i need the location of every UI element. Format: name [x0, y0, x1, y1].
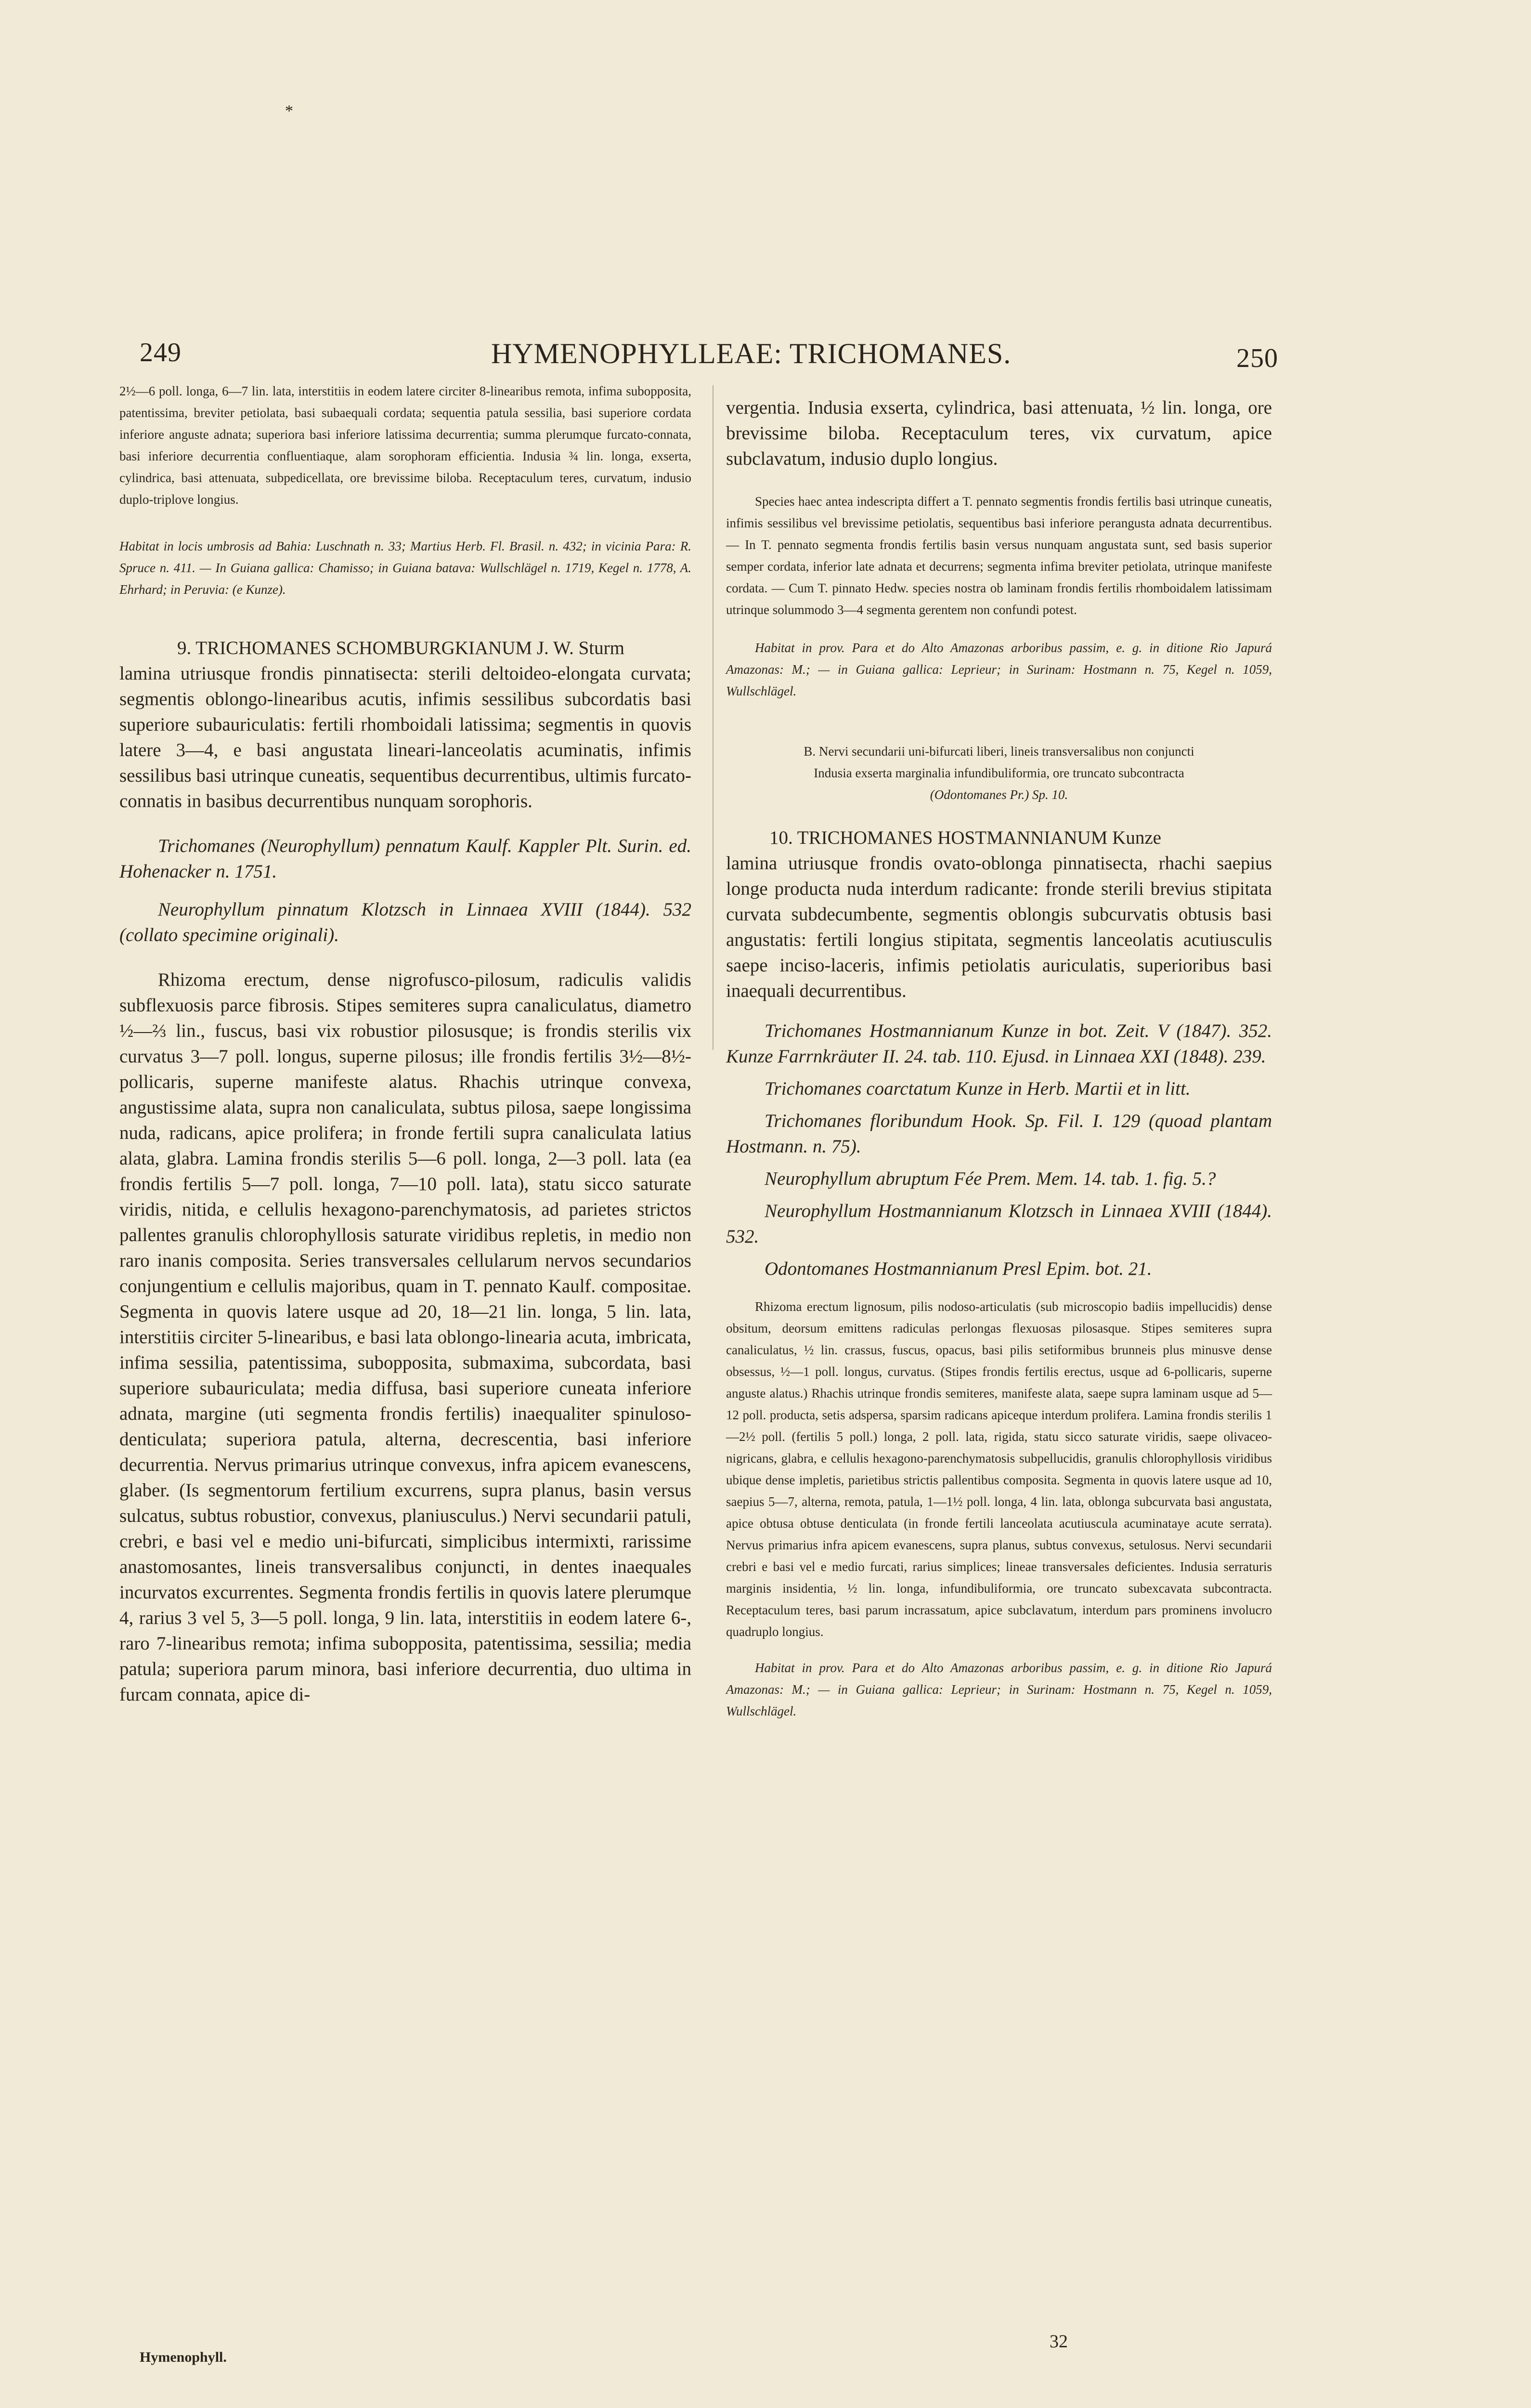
species-10-synonym-2: Trichomanes coarctatum Kunze in Herb. Martii et in litt.: [765, 1078, 1191, 1099]
species-9-title: 9. TRICHOMANES SCHOMBURGKIANUM J. W. Sturm: [177, 638, 624, 658]
section-b-heading: [726, 741, 1272, 806]
species-10-synonym-6: Odontomanes Hostmannianum Presl Epim. bot. 21.: [765, 1258, 1152, 1279]
left-column: [119, 380, 691, 1707]
signature-number: 32: [1050, 2331, 1068, 2352]
page-number-right: 250: [1236, 343, 1278, 373]
section-b-line-3: (Odontomanes Pr.) Sp. 10.: [930, 787, 1068, 802]
section-b-line-1: B. Nervi secundarii uni-bifurcati liberi, lineis transversalibus non conjuncti: [804, 744, 1194, 759]
species-9-note: Species haec antea indescripta differt a T. pennato segmentis frondis fertilis basi utrinque cuneatis, infimis sessilibus vel brevissime petiolatis, sequentibus basi inferiore perangusta adnata decurrentibus. — In T. pennato segmenta frondis fertilis basin versus nunquam angustata sunt, sed basis superior semper cordata, inferior late adnata et decurrens; segmenta infima breviter petiolata, utrinque manifeste cordata. — Cum T. pinnato Hedw. species nostra ob laminam frondis fertilis rhomboidalem latissimam utrinque solummodo 3—4 segmenta gerentem non confundi potest.: [726, 494, 1272, 617]
left-continuation: 2½—6 poll. longa, 6—7 lin. lata, interstitiis in eodem latere circiter 8-linearibus remota, infima subopposita, patentissima, breviter petiolata, basi subaequali cordata; sequentia patula sessilia, basi superiore cordata inferiore anguste adnata; superiora basi inferiore latissima decurrentia; summa plerumque furcato-connata, basi inferiore decurrentia confluentiaque, alam sorophoram efficientia. Indusia ¾ lin. longa, exserta, cylindrica, basi attenuata, subpedicellata, ore brevissime biloba. Receptaculum teres, curvatum, indusio duplo-triplove longius.: [119, 384, 691, 507]
species-9-synonym-1: Trichomanes (Neurophyllum) pennatum Kaulf. Kappler Plt. Surin. ed. Hohenacker n. 1751.: [119, 836, 691, 882]
species-10-description: Rhizoma erectum lignosum, pilis nodoso-articulatis (sub microscopio badiis impellucidis) dense obsitum, deorsum emittens radiculas perlongas flexuosas pilosasque. Stipes semiteres supra canaliculatus, ½ lin. crassus, fuscus, opacus, basi pilis setiformibus brunneis plus minusve dense obsessus, ½—1 poll. longus, curvatus. (Stipes frondis fertilis erectus, usque ad 6-pollicaris, superne anguste alatus.) Rhachis utrinque frondis semiteres, manifeste alata, saepe supra laminam usque ad 5—12 poll. producta, setis adspersa, sparsim radicans apiceque interdum prolifera. Lamina frondis sterilis 1—2½ poll. (fertilis 5 poll.) longa, 2 poll. lata, rigida, statu sicco saturate viridis, saepe olivaceo-nigricans, glabra, e cellulis hexagono-parenchymatosis subpellucidis, granulis chlorophyllosis viridibus ubique dense impletis, parietibus strictis pallentibus composita. Segmenta in quovis latere usque ad 10, saepius 5—7, alterna, remota, patula, 1—1½ poll. longa, 4 lin. lata, oblonga subcurvata basi angustata, apice obtusa obtuse denticulata (in fronde fertili lanceolata acutiuscula acuminataye acute serrata). Nervus primarius infra apicem evanescens, supra planus, subtus convexus, setulosus. Nervi secundarii crebri e basi vel e medio furcati, rarius simplices; lineae transversales deficientes. Indusia serraturis marginis insidentia, ½ lin. longa, infundibuliformia, ore truncato subexcavata subcontracta. Receptaculum teres, basi parum incrassatum, apice subclavatum, interdum pars prominens involucro quadruplo longius.: [726, 1299, 1272, 1639]
species-9-synonym-2: Neurophyllum pinnatum Klotzsch in Linnaea XVIII (1844). 532 (collato specimine originali).: [119, 899, 691, 945]
section-b-line-2: Indusia exserta marginalia infundibuliformia, ore truncato subcontracta: [814, 766, 1184, 780]
species-10-title: 10. TRICHOMANES HOSTMANNIANUM Kunze: [769, 827, 1161, 848]
page-number-left: 249: [140, 338, 182, 367]
right-continuation: vergentia. Indusia exserta, cylindrica, basi attenuata, ½ lin. longa, ore brevissime biloba. Receptaculum teres, vix curvatum, apice subclavatum, indusio duplo longius.: [726, 397, 1272, 469]
species-10-synonym-4: Neurophyllum abruptum Fée Prem. Mem. 14. tab. 1. fig. 5.?: [765, 1168, 1216, 1189]
left-habitat: Habitat in locis umbrosis ad Bahia: Luschnath n. 33; Martius Herb. Fl. Brasil. n. 432; in vicinia Para: R. Spruce n. 411. — In Guiana gallica: Chamisso; in Guiana batava: Wullschlägel n. 1719, Kegel n. 1778, A. Ehrhard; in Peruvia: (e Kunze).: [119, 539, 691, 597]
species-10-diagnosis: lamina utriusque frondis ovato-oblonga pinnatisecta, rhachi saepius longe producta nuda interdum radicante: fronde sterili brevius stipitata curvata subdecumbente, segmentis oblongis subcurvatis obtusis basi angustatis: fertili longius stipitata, segmentis lanceolatis acutiusculis saepe inciso-laceris, infimis petiolatis auriculatis, superioribus basi inaequali decurrentibus.: [726, 853, 1272, 1001]
right-habitat-9: Habitat in prov. Para et do Alto Amazonas arboribus passim, e. g. in ditione Rio Japurá Amazonas: M.; — in Guiana gallica: Leprieur; in Surinam: Hostmann n. 75, Kegel n. 1059, Wullschlägel.: [726, 641, 1272, 698]
species-10-synonym-3: Trichomanes floribundum Hook. Sp. Fil. I. 129 (quoad plantam Hostmann. n. 75).: [726, 1111, 1272, 1157]
running-title: HYMENOPHYLLEAE: TRICHOMANES.: [491, 338, 1012, 369]
species-10-synonym-1: Trichomanes Hostmannianum Kunze in bot. Zeit. V (1847). 352. Kunze Farrnkräuter II. 24. tab. 110. Ejusd. in Linnaea XXI (1848). 239.: [726, 1021, 1272, 1067]
column-divider: [713, 385, 714, 1050]
printer-mark: *: [285, 102, 293, 120]
species-10-synonym-5: Neurophyllum Hostmannianum Klotzsch in Linnaea XVIII (1844). 532.: [726, 1201, 1272, 1247]
species-9-diagnosis: lamina utriusque frondis pinnatisecta: sterili deltoideo-elongata curvata; segmentis oblongo-linearibus acutis, infimis sessilibus subcordatis basi superiore subauriculatis: fertili rhomboidali latissima; segmentis in quovis latere 3—4, e basi angustata lineari-lanceolatis acuminatis, infimis sessilibus basi utrinque cuneatis, sequentibus decurrentibus, ultimis furcato-connatis in basibus decurrentibus nunquam sorophoris.: [119, 663, 691, 811]
right-habitat-10: Habitat in prov. Para et do Alto Amazonas arboribus passim, e. g. in ditione Rio Japurá Amazonas: M.; — in Guiana gallica: Leprieur; in Surinam: Hostmann n. 75, Kegel n. 1059, Wullschlägel.: [726, 1661, 1272, 1718]
right-column: [726, 395, 1272, 1722]
left-footer-signature: Hymenophyll.: [140, 2349, 227, 2365]
species-9-description: Rhizoma erectum, dense nigrofusco-pilosum, radiculis validis subflexuosis parce fibrosis. Stipes semiteres supra canaliculatus, diametro ½—⅔ lin., fuscus, basi vix robustior pilosusque; is frondis sterilis vix curvatus 3—7 poll. longus, superne pilosus; ille frondis fertilis 3½—8½-pollicaris, superne manifeste alatus. Rhachis utrinque convexa, angustissime alata, supra non canaliculata, subtus pilosa, saepe longissima nuda, radicans, apice prolifera; in fronde fertili supra canaliculata latius alata, glabra. Lamina frondis sterilis 5—6 poll. longa, 2—3 poll. lata (ea frondis fertilis 5—7 poll. longa, 7—10 poll. lata), statu sicco saturate viridis, nitida, e cellulis hexagono-parenchymatosis, ad parietes strictos pallentes granulis chlorophyllosis saturate viridibus repletis, in medio non raro inanis composita. Series transversales cellularum nervos secundarios conjungentium e cellulis majoribus, quam in T. pennato Kaulf. compositae. Segmenta in quovis latere usque ad 20, 18—21 lin. longa, 5 lin. lata, interstitiis circiter 5-linearibus, e basi lata oblongo-linearia acuta, imbricata, infima sessilia, patentissima, subopposita, submaxima, subcordata, basi superiore subauriculata; media diffusa, basi superiore cuneata inferiore adnata, margine (uti segmenta frondis fertilis) inaequaliter spinuloso-denticulata; superiora patula, alterna, decrescentia, basi inferiore decurrentia. Nervus primarius utrinque convexus, infra apicem evanescens, glaber. (Is segmentorum fertilium excurrens, supra planus, basin versus sulcatus, subtus robustior, convexus, planiusculus.) Nervi secundarii patuli, crebri, e basi vel e medio uni-bifurcati, simplicibus intermixti, rarissime anastomosantes, lineis transversalibus conjuncti, in dentes inaequales incurvatos excurrentes. Segmenta frondis fertilis in quovis latere plerumque 4, rarius 3 vel 5, 3—5 poll. longa, 9 lin. lata, interstitiis in eodem latere 6-, raro 7-linearibus remota; infima subopposita, patentissima, sessilia; media patula; superiora parum minora, basi inferiore decurrentia, duo ultima in furcam connata, apice di-: [119, 969, 691, 1705]
